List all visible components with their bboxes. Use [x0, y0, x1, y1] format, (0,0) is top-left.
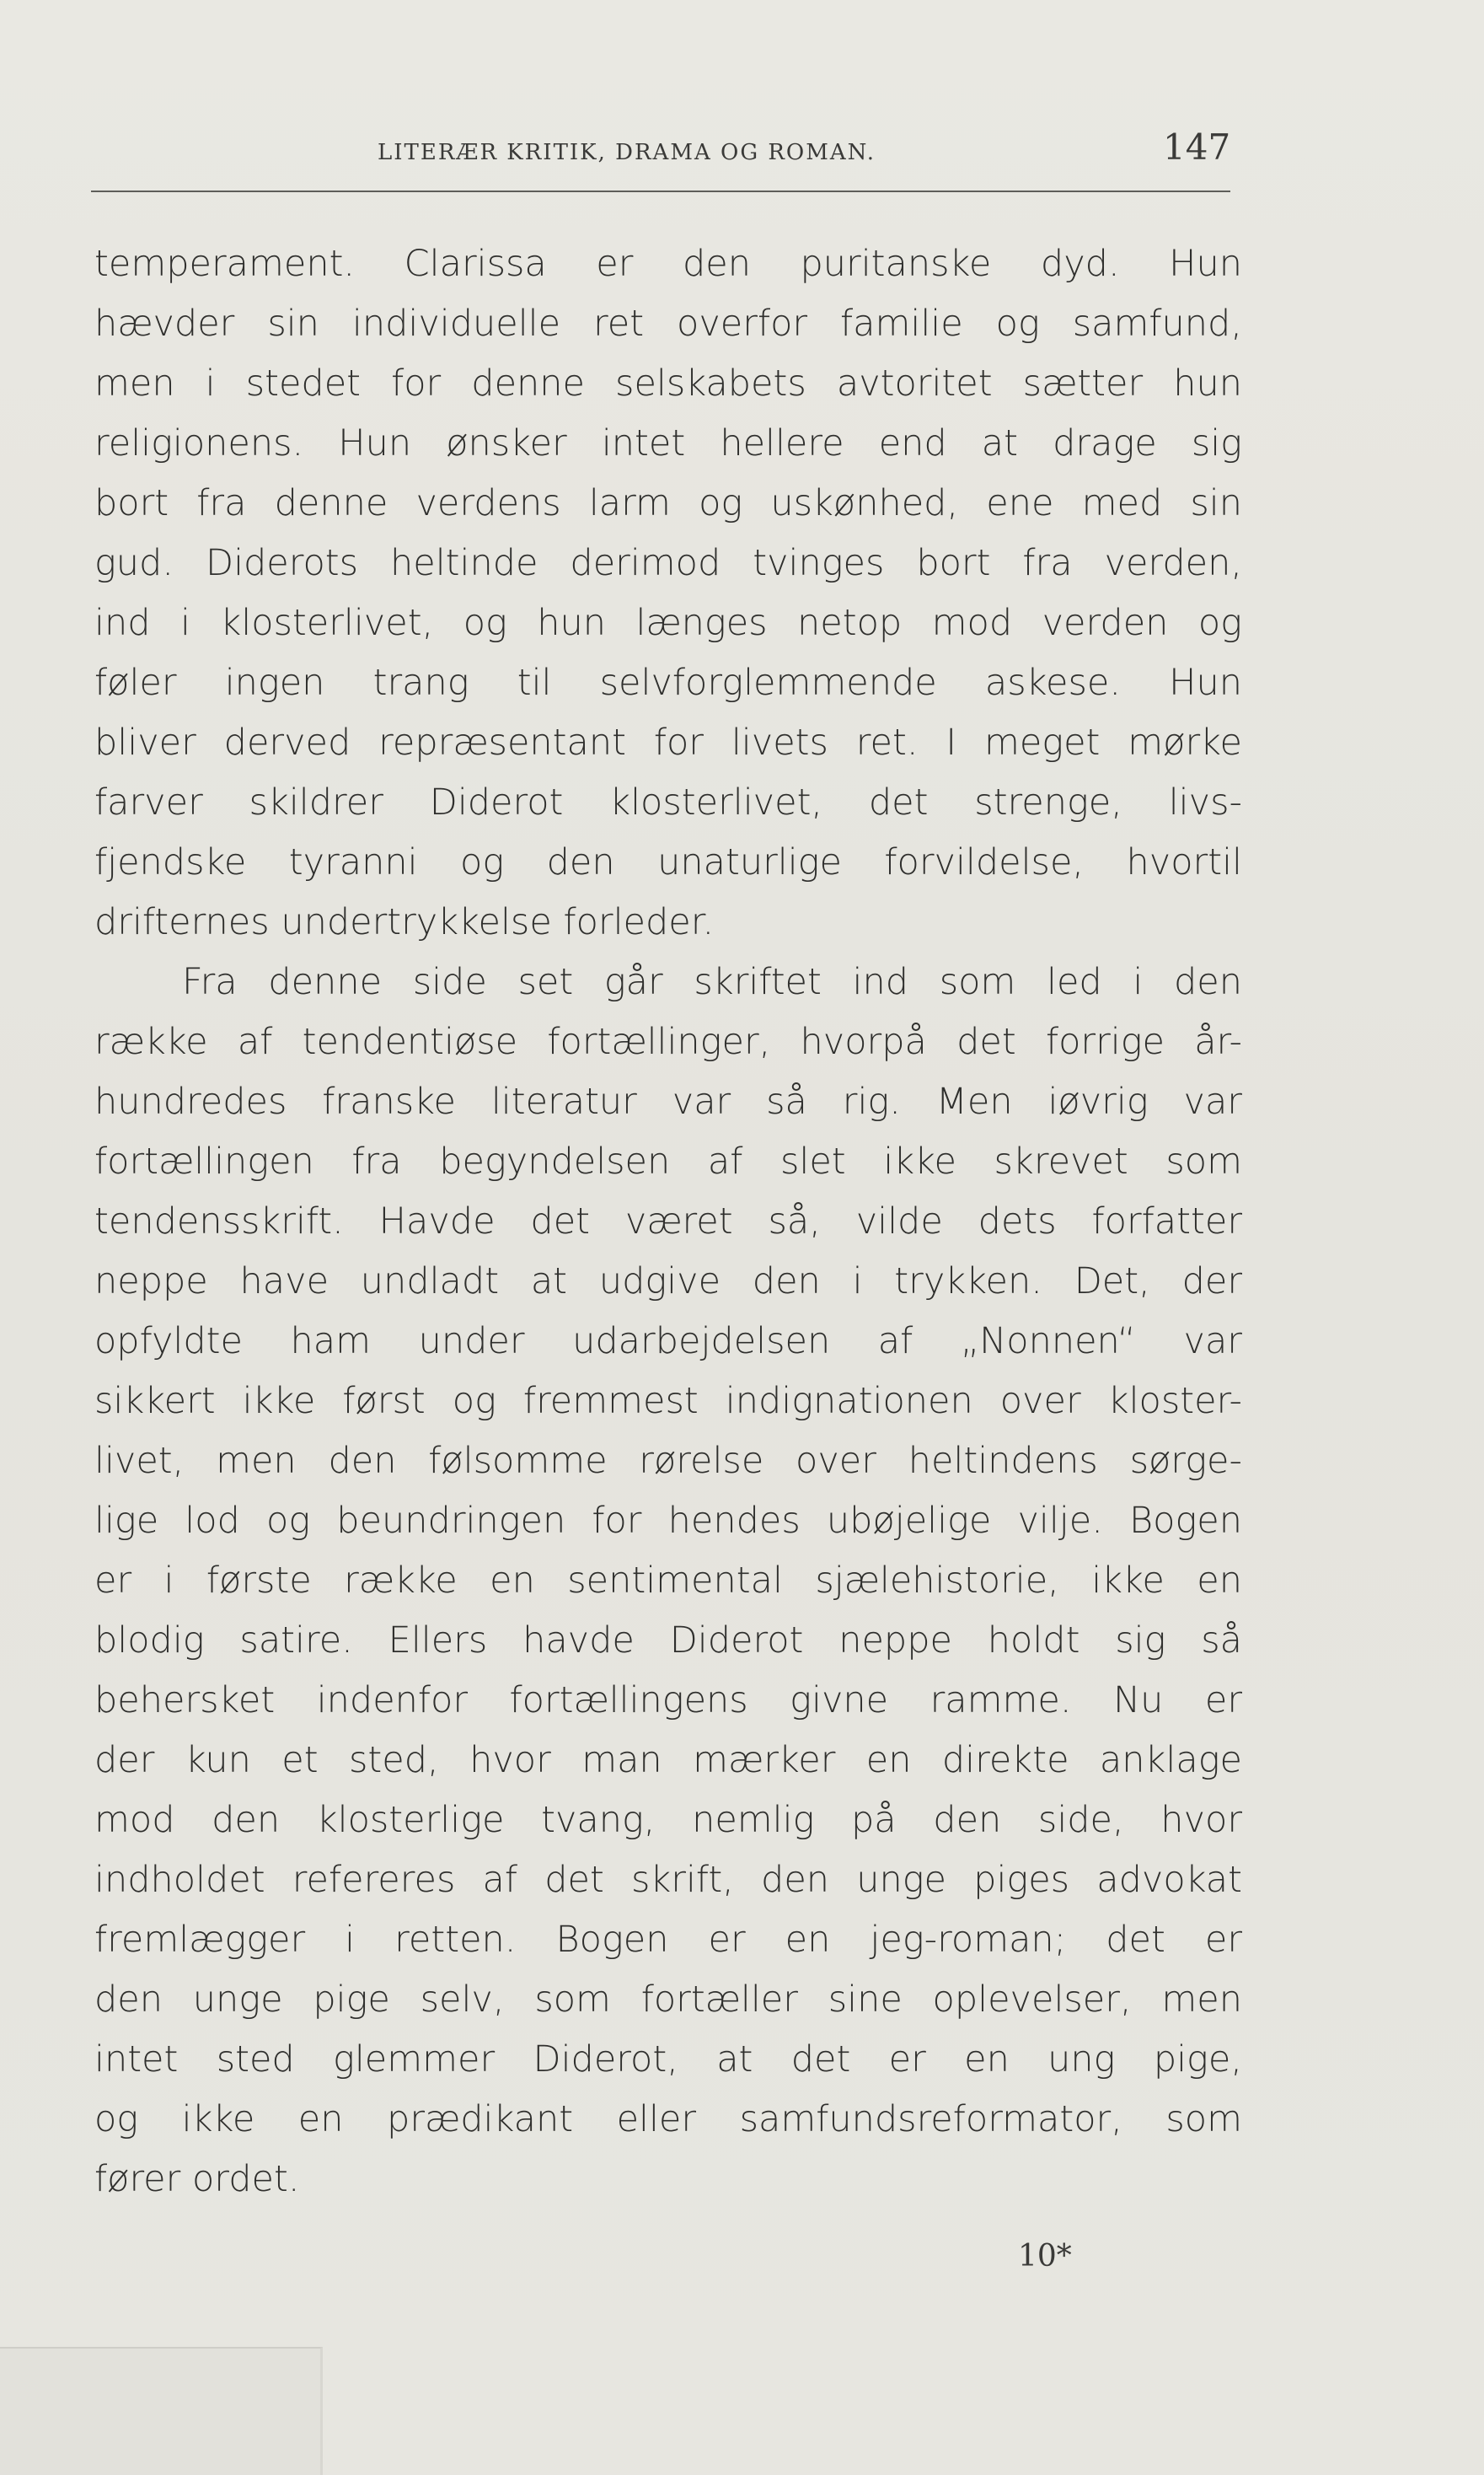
- text-line: fortællingen fra begyndelsen af slet ikke skrevet som: [94, 1141, 1242, 1183]
- text-line: og ikke en prædikant eller samfundsreformator, som: [94, 2098, 1242, 2140]
- text-line: gud. Diderots heltinde derimod tvinges bort fra verden,: [94, 542, 1242, 584]
- text-line: bliver derved repræsentant for livets ret. I meget mørke: [94, 722, 1242, 764]
- body-text: [94, 234, 1242, 2209]
- text-line: den unge pige selv, som fortæller sine oplevelser, men: [94, 1978, 1242, 2021]
- running-head: [0, 126, 1484, 177]
- header-rule: [91, 191, 1230, 192]
- text-line: opfyldte ham under udarbejdelsen af „Nonnen“ var: [94, 1320, 1242, 1362]
- text-line: er i første række en sentimental sjælehistorie, ikke en: [94, 1560, 1242, 1602]
- text-line: drifternes undertrykkelse forleder.: [94, 901, 715, 943]
- text-line: fremlægger i retten. Bogen er en jeg-roman; det er: [94, 1919, 1242, 1961]
- running-title: LITERÆR KRITIK, DRAMA OG ROMAN.: [378, 140, 876, 165]
- text-line: farver skildrer Diderot klosterlivet, det strenge, livs-: [94, 781, 1242, 824]
- text-line: livet, men den følsomme rørelse over heltindens sørge-: [94, 1440, 1242, 1482]
- text-line: bort fra denne verdens larm og uskønhed, ene med sin: [94, 482, 1242, 524]
- page-number: 147: [1163, 126, 1231, 168]
- text-line: behersket indenfor fortællingens givne ramme. Nu er: [94, 1679, 1242, 1721]
- text-line: hundredes franske literatur var så rig. Men iøvrig var: [94, 1081, 1242, 1123]
- text-line: hævder sin individuelle ret overfor familie og samfund,: [94, 303, 1242, 345]
- text-line: neppe have undladt at udgive den i trykken. Det, der: [94, 1260, 1242, 1302]
- text-line: intet sted glemmer Diderot, at det er en ung pige,: [94, 2038, 1242, 2080]
- text-line: religionens. Hun ønsker intet hellere end at drage sig: [94, 422, 1242, 464]
- text-line: men i stedet for denne selskabets avtoritet sætter hun: [94, 362, 1242, 405]
- text-line: ind i klosterlivet, og hun længes netop mod verden og: [94, 602, 1242, 644]
- text-line: lige lod og beundringen for hendes ubøjelige vilje. Bogen: [94, 1500, 1242, 1542]
- text-line: indholdet refereres af det skrift, den unge piges advokat: [94, 1859, 1242, 1901]
- text-line: fjendske tyranni og den unaturlige forvildelse, hvortil: [94, 841, 1242, 883]
- text-line: Fra denne side set går skriftet ind som led i den: [182, 961, 1242, 1003]
- text-line: der kun et sted, hvor man mærker en direkte anklage: [94, 1739, 1242, 1781]
- text-line: sikkert ikke først og fremmest indignationen over kloster-: [94, 1380, 1242, 1422]
- text-line: fører ordet.: [94, 2158, 300, 2200]
- scan-edge-strip: [0, 2347, 323, 2475]
- text-line: temperament. Clarissa er den puritanske dyd. Hun: [94, 243, 1242, 285]
- text-line: føler ingen trang til selvforglemmende askese. Hun: [94, 662, 1242, 704]
- signature-mark: 10*: [1018, 2239, 1072, 2274]
- text-line: tendensskrift. Havde det været så, vilde dets forfatter: [94, 1200, 1242, 1243]
- text-line: mod den klosterlige tvang, nemlig på den side, hvor: [94, 1799, 1242, 1841]
- text-line: række af tendentiøse fortællinger, hvorpå det forrige år-: [94, 1021, 1242, 1063]
- text-line: blodig satire. Ellers havde Diderot neppe holdt sig så: [94, 1619, 1242, 1662]
